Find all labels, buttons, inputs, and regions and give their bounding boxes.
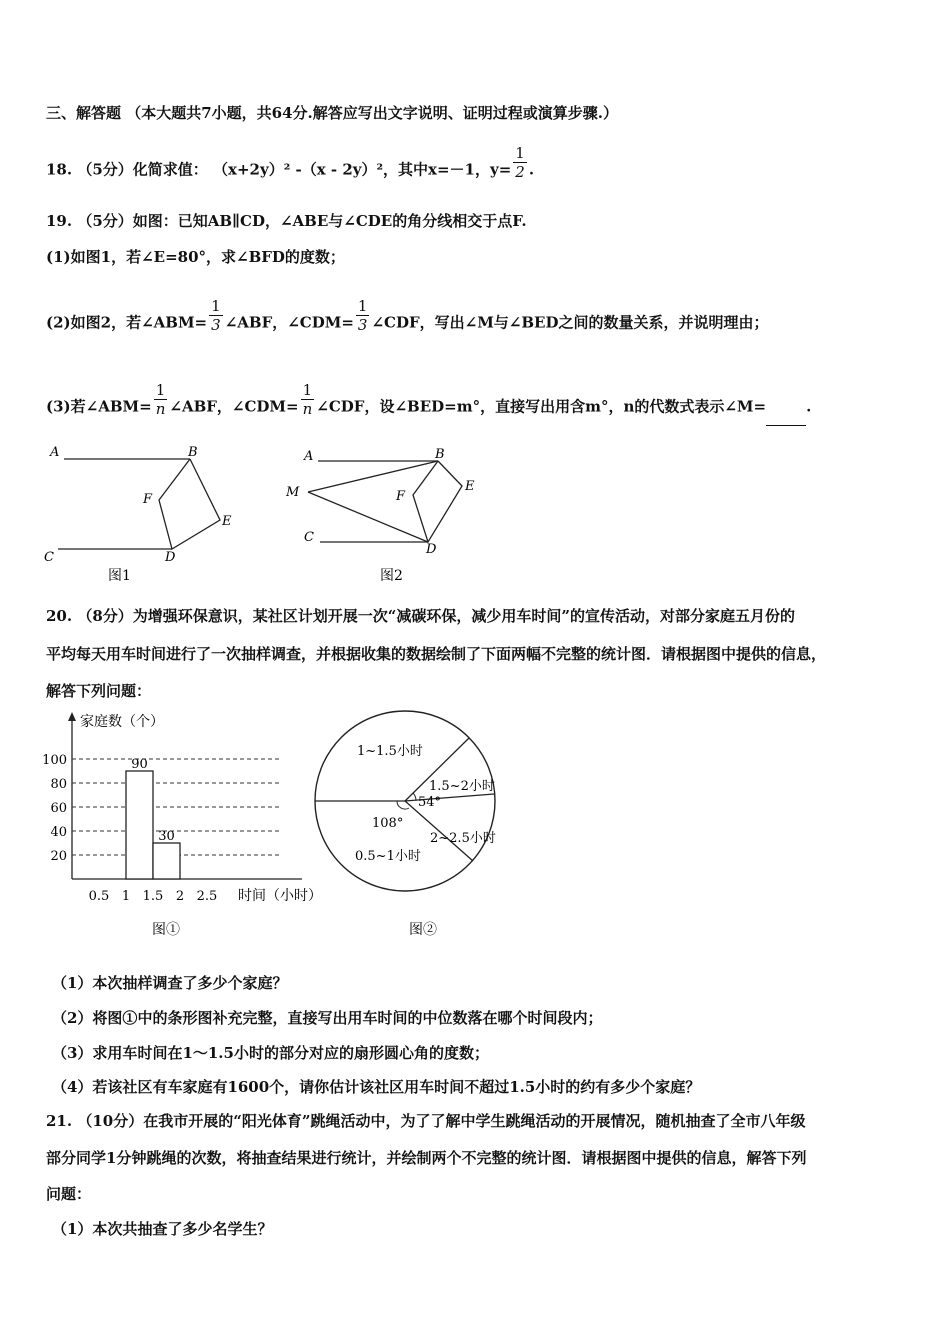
q21-line-2: 部分同学1分钟跳绳的次数，将抽查结果进行统计，并绘制两个不完整的统计图．请根据图中提供的信息，解答下列 bbox=[46, 1149, 807, 1167]
q20-sub-2: （2）将图①中的条形图补充完整，直接写出用车时间的中位数落在哪个时间段内； bbox=[52, 1009, 603, 1027]
q19-part1: (1)如图1，若∠E=80°，求∠BFD的度数； bbox=[46, 248, 345, 266]
x-axis-label: 时间（小时） bbox=[238, 888, 322, 904]
y-tick-100: 100 bbox=[42, 753, 67, 768]
x-tick-1: 1 bbox=[121, 889, 131, 904]
q20-line-3: 解答下列问题： bbox=[46, 682, 152, 700]
point-label-d: D bbox=[165, 550, 176, 565]
pie-angle-108: 108° bbox=[372, 816, 404, 831]
x-tick-0.5: 0.5 bbox=[88, 889, 110, 904]
point-label-c: C bbox=[44, 550, 54, 565]
q21-sub-1: （1）本次共抽查了多少名学生？ bbox=[52, 1220, 273, 1238]
question-18: 18. （5分）化简求值： （x+2y）² -（x - 2y）²，其中x=－1，y= $\frac{1}{2}$ . bbox=[46, 144, 535, 181]
answer-blank bbox=[766, 411, 806, 426]
y-axis-label: 家庭数（个） bbox=[80, 714, 164, 730]
y-axis-arrow bbox=[68, 712, 76, 721]
q20-bar-chart bbox=[40, 708, 340, 940]
pie-label-1.5-2: 1.5~2小时 bbox=[429, 779, 495, 794]
pie-chart-caption: 图② bbox=[409, 922, 437, 938]
point-label-f: F bbox=[143, 492, 153, 507]
svg-text:M: M bbox=[286, 485, 300, 500]
bar-label-90: 90 bbox=[131, 757, 148, 772]
q19-part2: (2)如图2，若∠ABM= $\frac{1}{3}$ ∠ABF，∠CDM= $\frac{1}{3}$ ∠CDF，写出∠M与∠BED之间的数量关系，并说明理由； bbox=[46, 297, 769, 334]
svg-text:E: E bbox=[465, 479, 475, 494]
bar-chart-caption: 图① bbox=[152, 922, 180, 938]
pie-angle-54: 54° bbox=[418, 795, 442, 810]
q21-line-3: 问题： bbox=[46, 1185, 92, 1203]
y-tick-80: 80 bbox=[50, 777, 67, 792]
q20-pie-chart bbox=[305, 706, 515, 942]
q20-sub-1: （1）本次抽样调查了多少个家庭？ bbox=[52, 974, 288, 992]
q21-line-1: 21. （10分）在我市开展的“阳光体育”跳绳活动中，为了了解中学生跳绳活动的开展情况，随机抽查了全市八年级 bbox=[46, 1112, 806, 1130]
svg-text:C: C bbox=[304, 530, 314, 545]
q20-sub-4: （4）若该社区有车家庭有1600个，请你估计该社区用车时间不超过1.5小时的约有多少个家庭？ bbox=[52, 1078, 701, 1096]
x-tick-1.5: 1.5 bbox=[142, 889, 164, 904]
bar-1.5-2 bbox=[153, 843, 180, 879]
section-title: 三、解答题 （本大题共7小题，共64分.解答应写出文字说明、证明过程或演算步骤.） bbox=[46, 104, 618, 122]
svg-text:B: B bbox=[435, 447, 445, 462]
fig1-caption: 图1 bbox=[108, 568, 131, 584]
q18-score: （5分）化简求值： bbox=[77, 160, 208, 179]
q19-figure-2 bbox=[280, 440, 490, 590]
q20-sub-3: （3）求用车时间在1～1.5小时的部分对应的扇形圆心角的度数； bbox=[52, 1044, 489, 1062]
bar-1-1.5 bbox=[126, 771, 153, 879]
point-label-e: E bbox=[222, 514, 232, 529]
y-tick-60: 60 bbox=[50, 801, 67, 816]
svg-text:A: A bbox=[304, 449, 314, 464]
bar-label-30: 30 bbox=[158, 829, 175, 844]
svg-text:D: D bbox=[426, 542, 437, 557]
fig2-caption: 图2 bbox=[380, 568, 403, 584]
point-label-a: A bbox=[50, 445, 60, 460]
q20-line-2: 平均每天用车时间进行了一次抽样调查，并根据收集的数据绘制了下面两幅不完整的统计图．请根据图中提供的信息， bbox=[46, 645, 827, 663]
point-label-b: B bbox=[188, 445, 198, 460]
pie-label-2-2.5: 2~2.5小时 bbox=[430, 831, 496, 846]
q18-fraction: $\frac{1}{2}$ bbox=[515, 144, 525, 181]
q18-number: 18. bbox=[46, 160, 73, 179]
y-tick-40: 40 bbox=[50, 825, 67, 840]
x-tick-2: 2 bbox=[175, 889, 185, 904]
q18-expression: （x+2y）² -（x - 2y）²，其中x=－1，y= bbox=[213, 160, 512, 179]
q19-part3: (3)若∠ABM= $\frac{1}{n}$ ∠ABF，∠CDM= $\frac{1}{n}$ ∠CDF，设∠BED=m°，直接写出用含m°，n的代数式表示∠M= . bbox=[46, 389, 811, 426]
q19-figure-1 bbox=[40, 440, 250, 590]
x-tick-2.5: 2.5 bbox=[196, 889, 218, 904]
pie-label-0.5-1: 0.5~1小时 bbox=[355, 849, 421, 864]
svg-text:F: F bbox=[396, 489, 406, 504]
q20-line-1: 20. （8分）为增强环保意识，某社区计划开展一次“减碳环保，减少用车时间”的宣传活动，对部分家庭五月份的 bbox=[46, 607, 796, 625]
q19-stem: 19. （5分）如图：已知AB∥CD，∠ABE与∠CDE的角分线相交于点F. bbox=[46, 212, 527, 230]
y-tick-20: 20 bbox=[50, 849, 67, 864]
pie-label-1-1.5: 1~1.5小时 bbox=[357, 744, 423, 759]
